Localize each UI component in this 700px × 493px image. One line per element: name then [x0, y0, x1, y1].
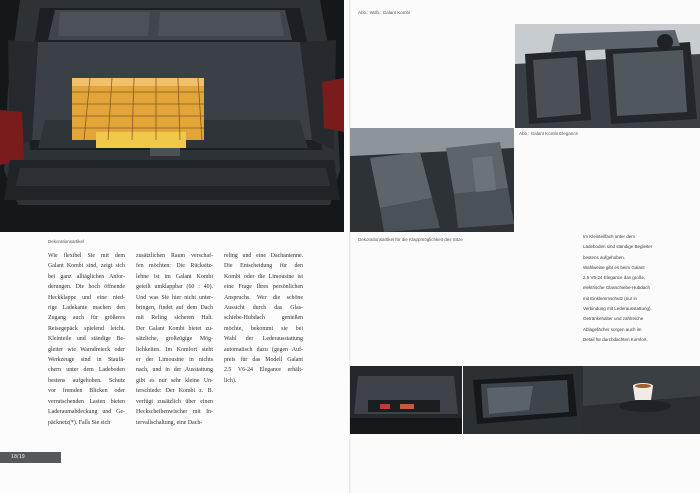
body-text-line: tervallschaltung, eine Dach- [136, 419, 203, 426]
body-text-line: reling und eine Dachantenne. [224, 253, 303, 259]
body-text-line: verfügt zusätzlich über einen [136, 398, 213, 405]
body-text-line: lich). [224, 377, 237, 384]
body-text-column-2 [136, 251, 213, 428]
body-text-line: Wahl der Lederausstattung [224, 336, 303, 343]
cupholder-illustration [583, 366, 700, 434]
body-text-line: Reisegepäck spielend leicht. [48, 325, 125, 332]
body-text-line: gibt es nur sehr kleine Un- [136, 377, 213, 384]
info-text-line: 2.5 V6-24 Elegance das große, [583, 275, 646, 281]
body-text-line: möchte, bekommt sie bei [224, 325, 303, 332]
body-text-column-3 [224, 251, 303, 386]
body-text-line: geteilt umklappbar (60 : 40). [136, 284, 213, 291]
body-text-line: Zugang auch für größeres [48, 315, 125, 322]
body-text-line: Heckklappe und eine nied- [48, 294, 125, 301]
cargo-photo-caption: Dekorationsartikel [48, 239, 85, 244]
info-text-line: Ablagefächer sorgen auch im [583, 326, 642, 332]
body-text-line: Werkzeuge sind in Staufä- [48, 357, 125, 364]
body-text-line: lichkeiten. Im Komfort steht [136, 346, 213, 353]
body-text-line: 2.5 V6-24 Elegance erhält- [224, 367, 303, 374]
body-text-line: bringen, findet auf dem Dach [136, 305, 213, 312]
cockpit-caption: Abb.: Galant Kombi Elegance [519, 131, 579, 136]
body-text-line: Wie flexibel Sie mit dem [48, 253, 125, 259]
info-text-line: mit Einklemmschutz (nur in [583, 295, 638, 301]
body-text-line: Und was Sie hier nicht unter- [136, 294, 213, 301]
body-text-line: sätzliche, großzügige Mög- [136, 336, 213, 343]
body-text-line: Der Galant Kombi bietet zu- [136, 325, 213, 332]
body-text-line: Kleinteile und ständige Be- [48, 336, 125, 343]
body-text-line: fen möchten: Die Rücksitz- [136, 263, 213, 270]
info-text-line: Wahlweise gibt es beim Galant [583, 264, 645, 270]
body-text-line: schiebe-Hubdach genießen [224, 315, 303, 322]
info-text-line: Getränkehalter und zahlreiche [583, 316, 644, 322]
body-text-line: chern unter dem Ladeboden [48, 367, 125, 374]
body-text-line: nach, und in der Ausstattung [136, 367, 213, 374]
info-text-line: elektrische Glasschiebe-Hubdach [583, 285, 651, 291]
glass-roof-photo [463, 366, 583, 434]
info-text-line: Im Kleinteilfach unter dem [583, 234, 636, 239]
rear-seats-caption: Dekorationsartikel für die Klappmöglichkeit des Sitze [358, 237, 463, 242]
info-text-line: Verbindung mit Lederausstattung). [583, 306, 652, 312]
body-text-line: Kombi oder die Limousine ist [224, 273, 303, 280]
body-text-line: Galant Kombi sind, zeigt sich [48, 263, 125, 270]
page-number: 18/19 [11, 454, 26, 460]
rear-seats-photo [350, 128, 514, 232]
info-text-line: bestens aufgehoben. [583, 254, 626, 260]
body-text-line: rige Ladekante machen den [48, 305, 125, 312]
page-number-tab [0, 452, 61, 463]
body-text-line: mit Reling sicheren Halt. [136, 315, 213, 322]
body-text-line: gleiter wie Warndreieck oder [48, 346, 125, 353]
body-text-column-1 [48, 251, 125, 428]
body-text-line: Aussicht durch das Glas- [224, 305, 303, 312]
body-text-line: Anspruchs. Wer die schöne [224, 294, 303, 301]
info-text-line: Detail für durchdachten Komfort. [583, 336, 648, 342]
body-text-line: Heckscheibenwischer mit In- [136, 409, 213, 416]
body-text-line: derungen. Die hoch öffnende [48, 284, 125, 291]
body-text-line: Laderaumabdeckung und Ge- [48, 409, 125, 416]
body-text-line: Die Entscheidung für den [224, 263, 303, 270]
body-text-line: automatisch dazu (gegen Auf- [224, 346, 303, 353]
info-text-line: Ladeboden sind ständige Begleiter [583, 244, 653, 250]
storage-compartment-illustration [350, 366, 462, 434]
cockpit-photo [515, 24, 700, 128]
storage-compartment-photo [350, 366, 462, 434]
body-text-line: er der Limousine in nichts [136, 357, 213, 364]
body-text-line: bestens aufgehoben. Schutz [48, 377, 125, 384]
cargo-area-photo [0, 0, 344, 232]
model-caption: Abb.: Wdh.: Galant Kombi [358, 10, 411, 15]
body-text-line: lehne ist im Galant Kombi [136, 273, 213, 280]
cockpit-illustration [515, 24, 700, 128]
cargo-area-illustration [0, 0, 344, 232]
body-text-line: verrutschenden Lasten bieten [48, 398, 125, 405]
body-text-line: preis für das Modell Galant [224, 357, 303, 364]
glass-roof-illustration [463, 366, 583, 434]
body-text-line: bei ganz alltäglichen Anfor- [48, 273, 125, 280]
body-text-line: zusätzlichen Raum verschaf- [136, 253, 213, 259]
feature-info-text [583, 232, 683, 345]
body-text-line: terschiede: Der Kombi z. B. [136, 388, 213, 395]
body-text-line: eine Frage Ihres persönlichen [224, 284, 303, 291]
body-text-line: vor fremden Blicken oder [48, 388, 125, 395]
cupholder-photo [583, 366, 700, 434]
rear-seats-illustration [350, 128, 514, 232]
body-text-line: päcknetz(*). Falls Sie sich [48, 419, 111, 426]
